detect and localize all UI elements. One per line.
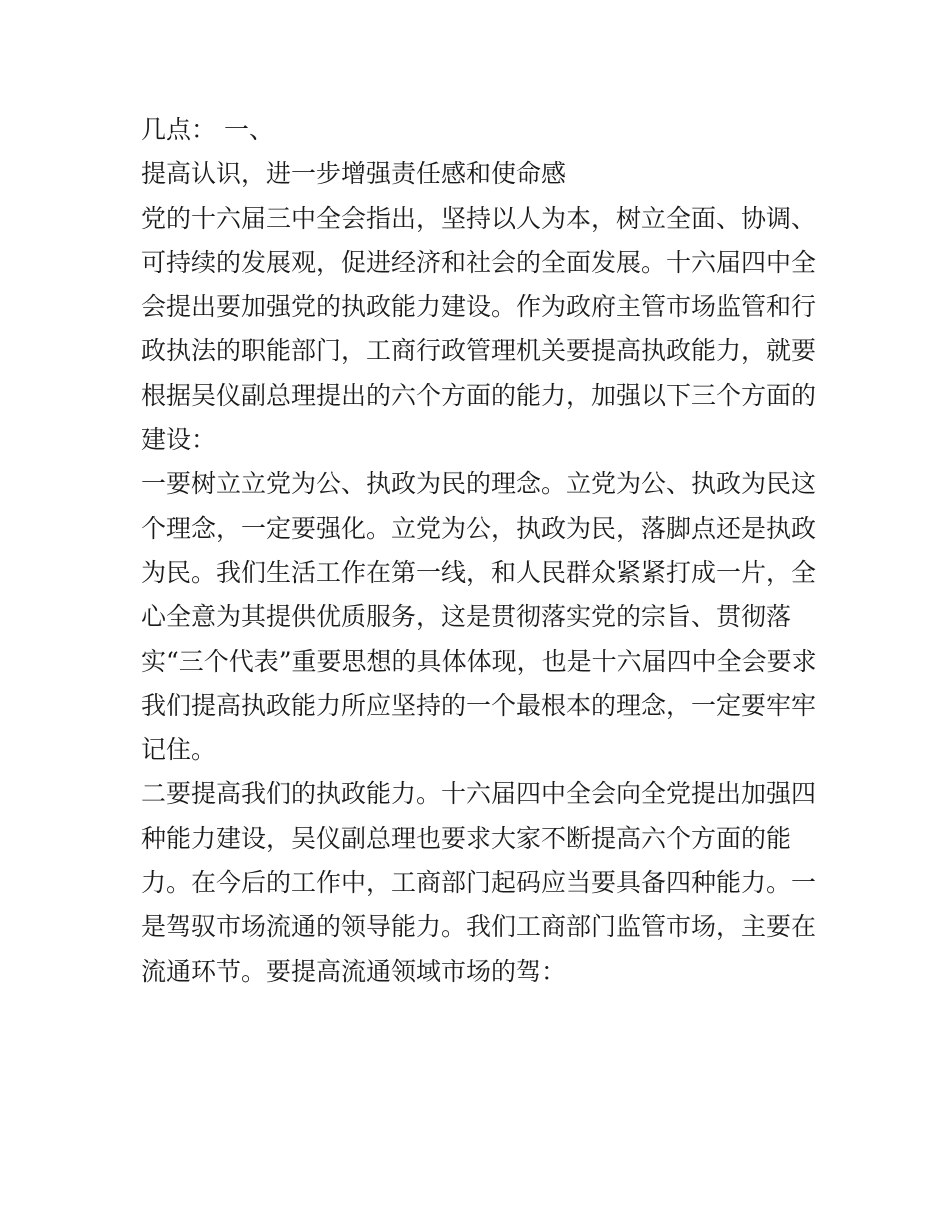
text-line: 可持续的发展观，促进经济和社会的全面发展。十六届四中全 [141, 247, 817, 277]
text-line: 会提出要加强党的执政能力建设。作为政府主管市场监管和行 [141, 292, 817, 322]
text-line: 是驾驭市场流通的领导能力。我们工商部门监管市场，主要在 [141, 912, 817, 942]
text-line: 我们提高执政能力所应坚持的一个最根本的理念，一定要牢牢 [141, 690, 817, 720]
text-line: 政执法的职能部门，工商行政管理机关要提高执政能力，就要 [141, 336, 817, 366]
text-line: 心全意为其提供优质服务，这是贯彻落实党的宗旨、贯彻落 [141, 602, 792, 632]
text-line: 提高认识，进一步增强责任感和使命感 [141, 159, 567, 189]
text-line: 根据吴仪副总理提出的六个方面的能力，加强以下三个方面的 [141, 380, 817, 410]
text-line: 力。在今后的工作中，工商部门起码应当要具备四种能力。一 [141, 868, 817, 898]
text-line: 几点： 一、 [141, 115, 274, 144]
text-line: 种能力建设，吴仪副总理也要求大家不断提高六个方面的能 [141, 823, 792, 853]
document-body [141, 108, 821, 994]
text-line: 个理念，一定要强化。立党为公，执政为民，落脚点还是执政 [141, 513, 817, 543]
text-line: 二要提高我们的执政能力。十六届四中全会向全党提出加强四 [141, 779, 817, 809]
text-line: 实“三个代表”重要思想的具体体现，也是十六届四中全会要求 [141, 646, 817, 676]
text-line: 一要树立立党为公、执政为民的理念。立党为公、执政为民这 [141, 469, 817, 499]
text-line: 党的十六届三中全会指出，坚持以人为本，树立全面、协调、 [141, 203, 817, 233]
text-line: 流通环节。要提高流通领域市场的驾： [141, 956, 567, 986]
text-line: 为民。我们生活工作在第一线，和人民群众紧紧打成一片，全 [141, 557, 817, 587]
text-line: 记住。 [141, 735, 217, 765]
text-line: 建设： [141, 425, 217, 455]
